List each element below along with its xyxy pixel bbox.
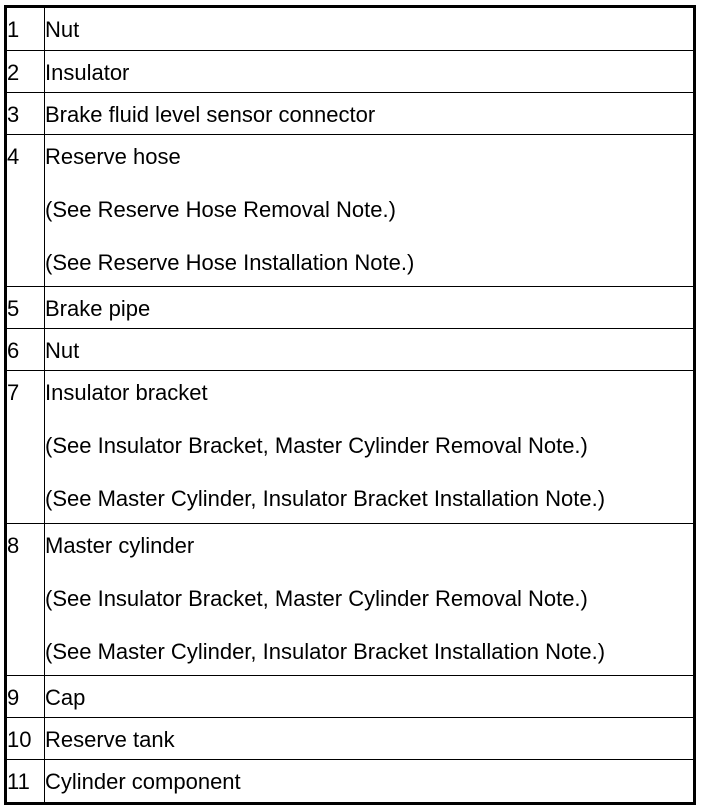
item-number-cell [7,523,45,675]
item-number: 3 [7,101,20,127]
item-number-cell [7,134,45,286]
installation-note-reference: (See Master Cylinder, Insulator Bracket Installation Note.) [45,638,606,664]
item-number-cell [7,760,45,802]
item-number-cell [7,50,45,92]
item-number-cell [7,718,45,760]
installation-note-reference: (See Master Cylinder, Insulator Bracket Installation Note.) [45,486,606,512]
removal-note-reference: (See Insulator Bracket, Master Cylinder Removal Note.) [45,433,588,459]
item-description-cell [45,8,694,50]
item-description: Insulator [45,59,130,85]
item-description: Nut [45,338,80,364]
parts-table-frame [4,5,696,805]
item-description: Insulator bracket [45,380,208,406]
item-description: Cap [45,685,86,711]
item-number-cell [7,371,45,523]
item-description: Nut [45,17,80,42]
item-number: 8 [7,532,20,558]
item-description: Reserve tank [45,727,175,753]
item-description-cell [45,676,694,718]
table-row [7,760,693,802]
item-number: 11 [7,769,30,795]
table-row [7,287,693,329]
table-row [7,718,693,760]
removal-note-reference: (See Reserve Hose Removal Note.) [45,196,396,222]
item-number-cell [7,8,45,50]
item-description: Master cylinder [45,532,195,558]
item-description-cell [45,92,694,134]
table-row [7,134,693,286]
parts-table [7,8,693,802]
table-row [7,676,693,718]
table-row [7,371,693,523]
item-description: Brake pipe [45,296,151,322]
table-row [7,50,693,92]
removal-note-reference: (See Insulator Bracket, Master Cylinder Removal Note.) [45,585,588,611]
item-description: Reserve hose [45,143,181,169]
item-number-cell [7,676,45,718]
installation-note-reference: (See Reserve Hose Installation Note.) [45,249,415,275]
item-number: 6 [7,338,20,364]
item-number: 2 [7,59,20,85]
item-number: 1 [7,17,20,42]
item-description-cell [45,329,694,371]
item-description-cell [45,287,694,329]
table-row [7,8,693,50]
item-description-cell [45,371,694,523]
table-row [7,523,693,675]
item-number-cell [7,287,45,329]
table-row [7,329,693,371]
item-description-cell [45,523,694,675]
item-number: 7 [7,380,20,406]
item-number: 5 [7,296,20,322]
item-number-cell [7,329,45,371]
item-number: 10 [7,727,32,753]
item-description: Brake fluid level sensor connector [45,101,376,127]
item-description-cell [45,50,694,92]
item-number: 4 [7,143,20,169]
item-description-cell [45,760,694,802]
item-description-cell [45,718,694,760]
table-row [7,92,693,134]
item-description-cell [45,134,694,286]
item-description: Cylinder component [45,769,241,795]
item-number: 9 [7,685,20,711]
item-number-cell [7,92,45,134]
